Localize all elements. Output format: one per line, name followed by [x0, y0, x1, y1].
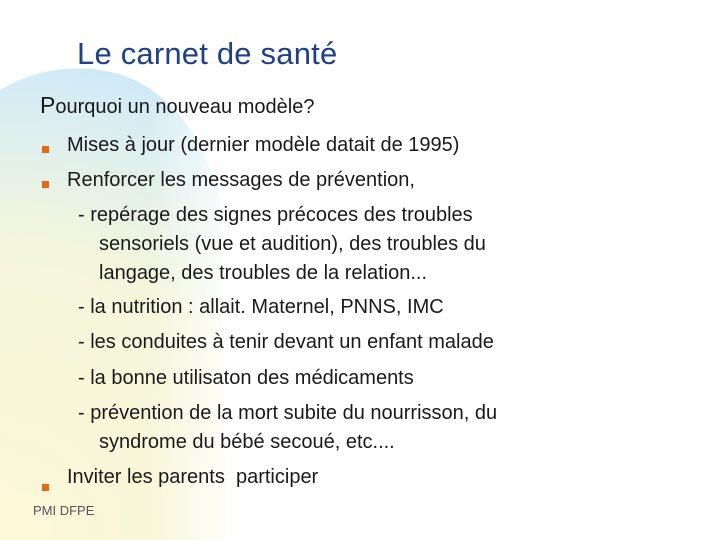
sub-line: - prévention de la mort subite du nourrisson, du — [78, 402, 498, 424]
footer-text: PMI DFPE — [33, 503, 95, 518]
sub-line: - les conduites à tenir devant un enfant malade — [78, 331, 494, 353]
bullet-square-icon — [42, 484, 49, 491]
bullet-square-icon — [42, 181, 49, 188]
bullet-text: Renforcer les messages de prévention, — [67, 169, 415, 191]
subtitle-text: ourquoi un nouveau modèle? — [55, 96, 315, 118]
slide-subtitle — [40, 92, 314, 119]
sub-line: - repérage des signes précoces des troubles — [78, 204, 473, 226]
bullet-text: Inviter les parents participer — [67, 466, 319, 488]
subtitle-initial: P — [40, 92, 56, 118]
sub-line: syndrome du bébé secoué, etc.... — [99, 431, 395, 453]
bullet-square-icon — [42, 146, 49, 153]
sub-line: langage, des troubles de la relation... — [99, 262, 427, 284]
sub-line: sensoriels (vue et audition), des troubles du — [99, 233, 486, 255]
bullet-text: Mises à jour (dernier modèle datait de 1995) — [67, 134, 460, 156]
slide-title: Le carnet de santé — [77, 36, 338, 71]
sub-line: - la bonne utilisaton des médicaments — [78, 367, 414, 389]
sub-line: - la nutrition : allait. Maternel, PNNS, IMC — [78, 296, 444, 318]
